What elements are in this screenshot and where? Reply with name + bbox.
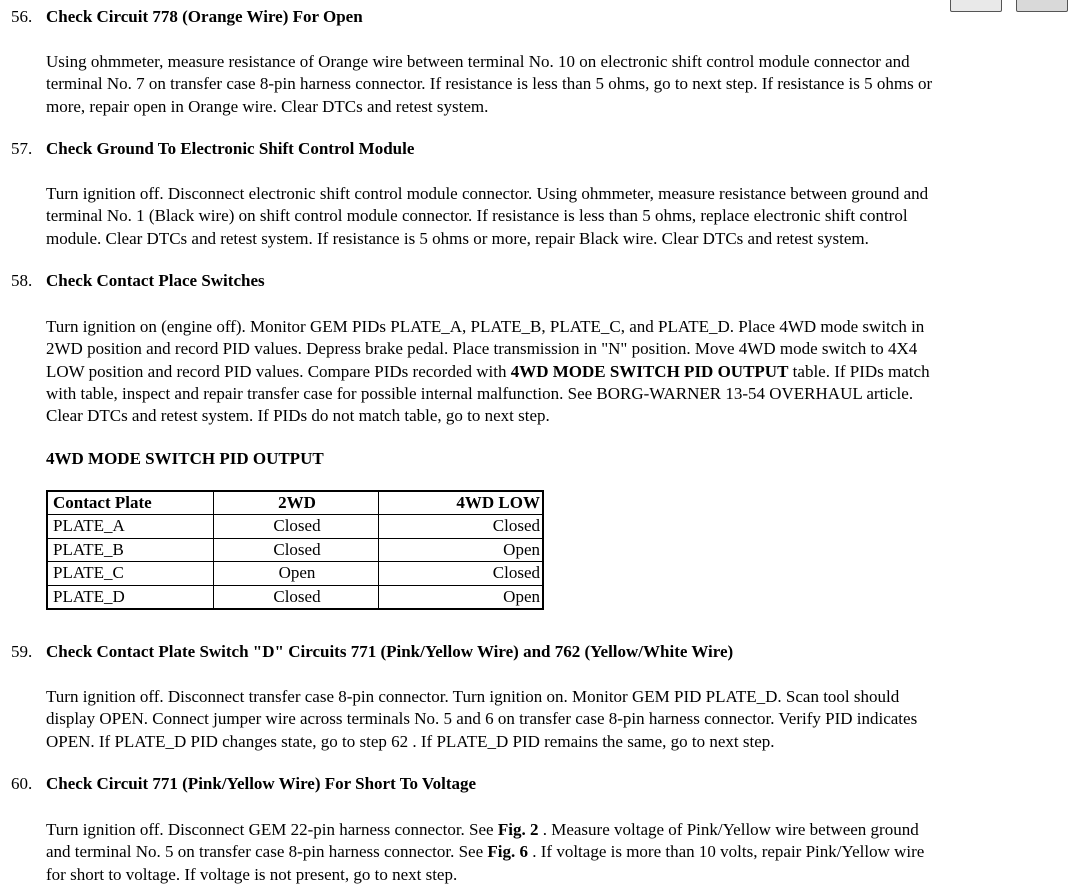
table-cell: Open <box>378 538 543 562</box>
table-cell: Open <box>378 585 543 609</box>
text-line: LOW position and record PID values. Compare PIDs recorded with 4WD MODE SWITCH PID OUTPUT table. If PIDs match <box>46 361 930 381</box>
step-title: Check Circuit 778 (Orange Wire) For Open <box>46 7 363 26</box>
step-number: 60. <box>11 774 33 793</box>
step-description <box>46 819 1082 886</box>
column-header: Contact Plate <box>47 491 213 515</box>
text-line: Turn ignition off. Disconnect transfer case 8-pin connector. Turn ignition on. Monitor GEM PID PLATE_D. Scan tool should <box>46 687 900 706</box>
step-number: 58. <box>11 271 33 290</box>
previous-page-icon[interactable] <box>950 0 1002 12</box>
step-number: 59. <box>11 642 33 661</box>
column-header: 2WD <box>213 491 378 515</box>
table-cell: PLATE_B <box>47 538 213 562</box>
table-row <box>47 515 543 539</box>
text-line: 2WD position and record PID values. Depress brake pedal. Place transmission in "N" position. Move 4WD mode switch to 4X4 <box>46 339 918 359</box>
next-page-icon[interactable] <box>1016 0 1068 12</box>
table-cell: PLATE_D <box>47 585 213 609</box>
column-header: 4WD LOW <box>378 491 543 515</box>
table-cell: Closed <box>378 562 543 586</box>
table-cell: Closed <box>213 515 378 539</box>
table-row <box>47 585 543 609</box>
text-line: Turn ignition on (engine off). Monitor GEM PIDs PLATE_A, PLATE_B, PLATE_C, and PLATE_D. Place 4WD mode switch in <box>46 317 925 336</box>
step-description <box>46 183 1082 250</box>
table-row <box>47 562 543 586</box>
text-line: Using ohmmeter, measure resistance of Orange wire between terminal No. 10 on electronic shift control module connector and <box>46 52 910 71</box>
step-title: Check Contact Place Switches <box>46 271 265 290</box>
table-reference: 4WD MODE SWITCH PID OUTPUT <box>510 361 789 381</box>
text-line: Turn ignition off. Disconnect electronic shift control module connector. Using ohmmeter, measure resistance between ground and <box>46 184 929 203</box>
table-cell: Closed <box>213 538 378 562</box>
step-title: Check Circuit 771 (Pink/Yellow Wire) For Short To Voltage <box>46 774 477 793</box>
text-line: with table, inspect and repair transfer case for possible internal malfunction. See BORG-WARNER 13-54 OVERHAUL article. <box>46 383 914 403</box>
step-description <box>46 686 1082 753</box>
step-number: 56. <box>11 7 33 26</box>
text-line: OPEN. If PLATE_D PID changes state, go to step 62 . If PLATE_D PID remains the same, go to next step. <box>46 731 775 751</box>
text-line: Turn ignition off. Disconnect GEM 22-pin harness connector. See Fig. 2 . Measure voltage of Pink/Yellow wire between ground <box>46 820 919 839</box>
table-cell: Closed <box>378 515 543 539</box>
text-line: terminal No. 7 on transfer case 8-pin harness connector. If resistance is less than 5 ohms, go to next step. If resistance is 5 ohms or <box>46 74 933 94</box>
table-header-row <box>47 491 543 515</box>
step-title: Check Ground To Electronic Shift Control Module <box>46 139 415 158</box>
step-number: 57. <box>11 139 33 158</box>
text-line: display OPEN. Connect jumper wire across terminals No. 5 and 6 on transfer case 8-pin harness connector. Verify PID indicates <box>46 709 918 729</box>
table-cell: Closed <box>213 585 378 609</box>
text-line: terminal No. 1 (Black wire) on shift control module connector. If resistance is less than 5 ohms, replace electronic shift control <box>46 206 908 226</box>
step-description <box>46 316 1082 427</box>
table-cell: PLATE_A <box>47 515 213 539</box>
step-title: Check Contact Plate Switch "D" Circuits 771 (Pink/Yellow Wire) and 762 (Yellow/White Wire) <box>46 642 734 661</box>
table-title: 4WD MODE SWITCH PID OUTPUT <box>46 449 324 468</box>
text-line: for short to voltage. If voltage is not present, go to next step. <box>46 864 458 884</box>
step-description <box>46 51 1082 118</box>
figure-reference[interactable]: Fig. 6 <box>487 842 528 862</box>
text-line: module. Clear DTCs and retest system. If resistance is 5 ohms or more, repair Black wire. Clear DTCs and retest system. <box>46 228 869 248</box>
pid-output-table <box>46 490 544 610</box>
text-line: more, repair open in Orange wire. Clear DTCs and retest system. <box>46 96 489 116</box>
table-row <box>47 538 543 562</box>
text-line: and terminal No. 5 on transfer case 8-pin harness connector. See Fig. 6 . If voltage is more than 10 volts, repair Pink/Yellow wire <box>46 842 925 862</box>
figure-reference[interactable]: Fig. 2 <box>497 820 539 839</box>
table-cell: Open <box>213 562 378 586</box>
table-cell: PLATE_C <box>47 562 213 586</box>
text-line: Clear DTCs and retest system. If PIDs do not match table, go to next step. <box>46 406 550 426</box>
